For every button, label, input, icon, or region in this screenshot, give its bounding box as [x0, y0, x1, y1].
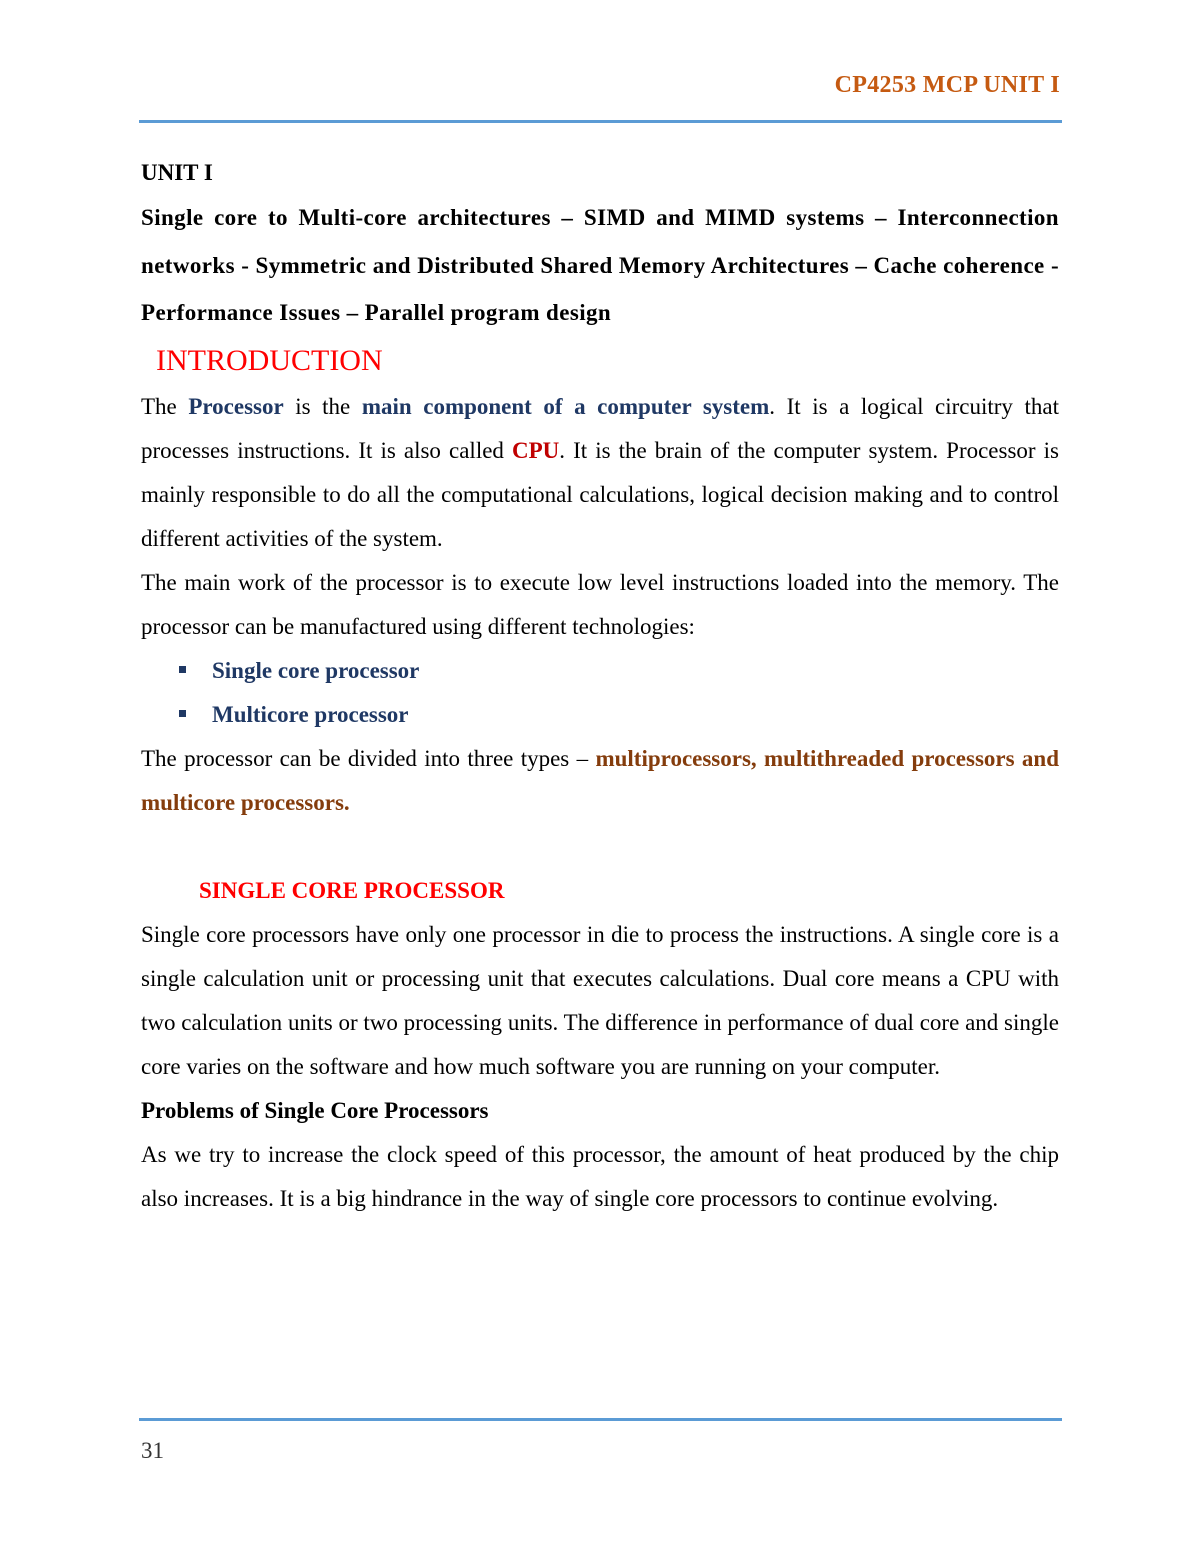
intro-paragraph-3 [141, 737, 1059, 825]
list-item-label: Single core processor [212, 657, 420, 683]
problems-paragraph: As we try to increase the clock speed of this processor, the amount of heat produced by the chip also increases. It is a big hindrance in the way of single core processors to continue evolving. [141, 1141, 1059, 1211]
unit-heading: UNIT I [141, 160, 213, 185]
text-run: The processor can be divided into three types – [141, 745, 596, 771]
intro-paragraph-1 [141, 385, 1059, 561]
problems-heading: Problems of Single Core Processors [141, 1097, 489, 1123]
intro-paragraph-2: The main work of the processor is to execute low level instructions loaded into the memory. The processor can be manufactured using different technologies: [141, 569, 1059, 639]
main-component-term: main component of a computer system [361, 393, 770, 419]
list-item [141, 693, 1059, 737]
header-rule [139, 120, 1062, 123]
page-number: 31 [141, 1438, 164, 1463]
text-run: The [141, 393, 189, 419]
introduction-heading: INTRODUCTION [156, 343, 383, 377]
spacer [141, 825, 1059, 869]
cpu-term: CPU [511, 437, 560, 463]
bullet-icon [179, 710, 186, 717]
list-item-label: Multicore processor [212, 701, 409, 727]
page-content [141, 152, 1059, 1221]
header-title: CP4253 MCP UNIT I [834, 72, 1060, 98]
text-run: . It is the brain of the computer system. Processor is mainly responsible to do all the computational calculations, logical decision making and to control different activities of the system. [141, 437, 1059, 551]
footer-rule [139, 1418, 1062, 1421]
single-core-paragraph: Single core processors have only one processor in die to process the instructions. A single core is a single calculation unit or processing unit that executes calculations. Dual core means a CPU with two calculation units or two processing units. The difference in performance of dual core and single core varies on the software and how much software you are running on your computer. [141, 921, 1059, 1079]
single-core-heading: SINGLE CORE PROCESSOR [199, 877, 505, 903]
text-run: is the [283, 393, 362, 419]
bullet-icon [179, 666, 186, 673]
list-item [141, 649, 1059, 693]
syllabus-text: Single core to Multi-core architectures – SIMD and MIMD systems – Interconnection networks - Symmetric and Distributed Shared Memory Architectures – Cache coherence - Performance Issues – Parallel program design [141, 205, 1059, 325]
processor-technology-list [141, 649, 1059, 737]
processor-term: Processor [188, 393, 284, 419]
text-run: . It is a logical circuitry that processes instructions. It is also called [141, 393, 1059, 463]
processor-types-term: multiprocessors, multithreaded processors and multicore processors. [141, 745, 1060, 815]
